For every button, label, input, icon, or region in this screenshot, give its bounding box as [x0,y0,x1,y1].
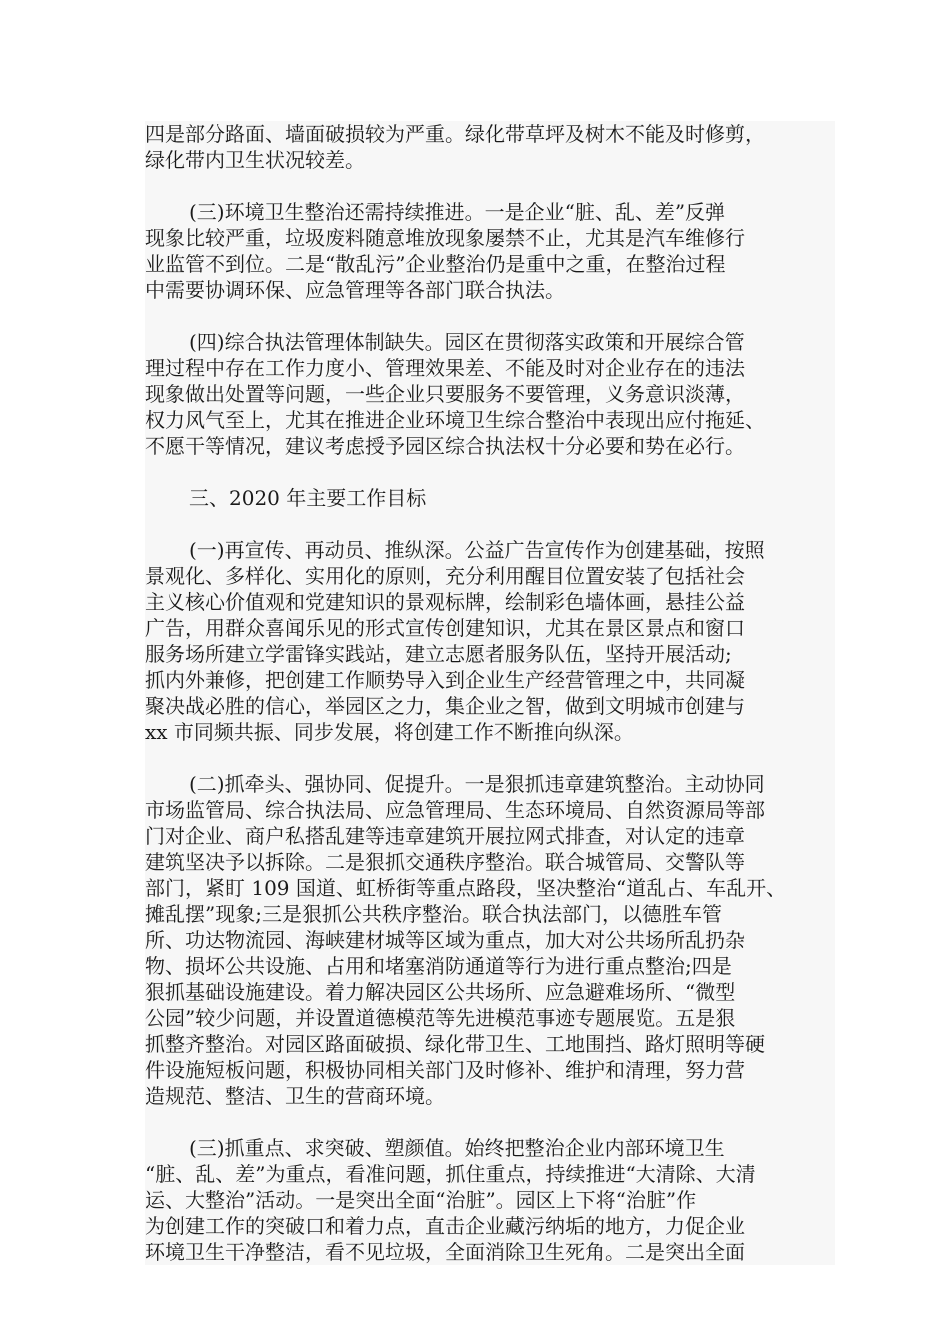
text-line: 运、大整治”活动。一是突出全面“治脏”。园区上下将“治脏”作 [145,1188,697,1212]
text-line: 门对企业、商户私搭乱建等违章建筑开展拉网式排查，对认定的违章 [145,824,745,848]
text-line: 部门，紧盯 109 国道、虹桥街等重点路段，坚决整治“道乱占、车乱开、 [145,876,787,900]
text-line: 权力风气至上，尤其在推进企业环境卫生综合整治中表现出应付拖延、 [145,408,765,432]
paragraph-publicity [145,537,835,745]
section-heading [145,485,835,511]
text-line: 市场监管局、综合执法局、应急管理局、生态环境局、自然资源局等部 [145,798,765,822]
paragraph-gap [145,459,835,485]
paragraph-key-points [145,1135,835,1265]
text-line: 服务场所建立学雷锋实践站，建立志愿者服务队伍，坚持开展活动; [145,642,732,666]
text-line: (三)抓重点、求突破、塑颜值。始终把整治企业内部环境卫生 [189,1136,725,1160]
text-line: 狠抓基础设施建设。着力解决园区公共场所、应急避难场所、“微型 [145,980,736,1004]
text-line: 广告，用群众喜闻乐见的形式宣传创建知识，尤其在景区景点和窗口 [145,616,745,640]
text-line: 四是部分路面、墙面破损较为严重。绿化带草坪及树木不能及时修剪， [145,122,765,146]
text-line: 中需要协调环保、应急管理等各部门联合执法。 [145,278,565,302]
text-line: 绿化带内卫生状况较差。 [145,148,365,172]
text-line: 环境卫生干净整洁，看不见垃圾，全面消除卫生死角。二是突出全面 [145,1240,745,1264]
text-line: 抓整齐整治。对园区路面破损、绿化带卫生、工地围挡、路灯照明等硬 [145,1032,765,1056]
text-line: 景观化、多样化、实用化的原则，充分利用醒目位置安装了包括社会 [145,564,745,588]
text-line: 现象比较严重，垃圾废料随意堆放现象屡禁不止，尤其是汽车维修行 [145,226,745,250]
text-line: 理过程中存在工作力度小、管理效果差、不能及时对企业存在的违法 [145,356,745,380]
paragraph-road-damage [145,121,835,173]
text-line: “脏、乱、差”为重点，看准问题，抓住重点，持续推进“大清除、大清 [145,1162,756,1186]
paragraph-gap [145,745,835,771]
text-line: 为创建工作的突破口和着力点，直击企业藏污纳垢的地方，力促企业 [145,1214,745,1238]
text-line: 物、损坏公共设施、占用和堵塞消防通道等行为进行重点整治;四是 [145,954,732,978]
text-line: 不愿干等情况，建议考虑授予园区综合执法权十分必要和势在必行。 [145,434,745,458]
document-body [145,121,835,1265]
text-line: (三)环境卫生整治还需持续推进。一是企业“脏、乱、差”反弹 [189,200,726,224]
text-line: 聚决战必胜的信心，举园区之力，集企业之智，做到文明城市创建与 [145,694,745,718]
paragraph-coordination [145,771,835,1109]
text-line: (二)抓牵头、强协同、促提升。一是狠抓违章建筑整治。主动协同 [189,772,765,796]
text-line: 建筑坚决予以拆除。二是狠抓交通秩序整治。联合城管局、交警队等 [145,850,745,874]
text-line: 现象做出处置等问题，一些企业只要服务不要管理，义务意识淡薄， [145,382,745,406]
text-line: 件设施短板问题，积极协同相关部门及时修补、维护和清理，努力营 [145,1058,745,1082]
section-heading-text: 三、2020 年主要工作目标 [189,486,427,510]
text-line: 造规范、整洁、卫生的营商环境。 [145,1084,445,1108]
text-line: 业监管不到位。二是“散乱污”企业整治仍是重中之重，在整治过程 [145,252,726,276]
text-line: 抓内外兼修，把创建工作顺势导入到企业生产经营管理之中，共同凝 [145,668,745,692]
text-line: 摊乱摆”现象;三是狠抓公共秩序整治。联合执法部门，以德胜车管 [145,902,722,926]
paragraph-gap [145,1109,835,1135]
text-line: xx 市同频共振、同步发展，将创建工作不断推向纵深。 [145,720,634,744]
text-line: (四)综合执法管理体制缺失。园区在贯彻落实政策和开展综合管 [189,330,745,354]
paragraph-law-enforcement [145,329,835,459]
text-line: 主义核心价值观和党建知识的景观标牌，绘制彩色墙体画，悬挂公益 [145,590,745,614]
paragraph-gap [145,511,835,537]
paragraph-environment-sanitation [145,199,835,303]
text-line: 所、功达物流园、海峡建材城等区域为重点，加大对公共场所乱扔杂 [145,928,745,952]
text-line: (一)再宣传、再动员、推纵深。公益广告宣传作为创建基础，按照 [189,538,765,562]
text-line: 公园”较少问题，并设置道德模范等先进模范事迹专题展览。五是狠 [145,1006,736,1030]
paragraph-gap [145,173,835,199]
paragraph-gap [145,303,835,329]
